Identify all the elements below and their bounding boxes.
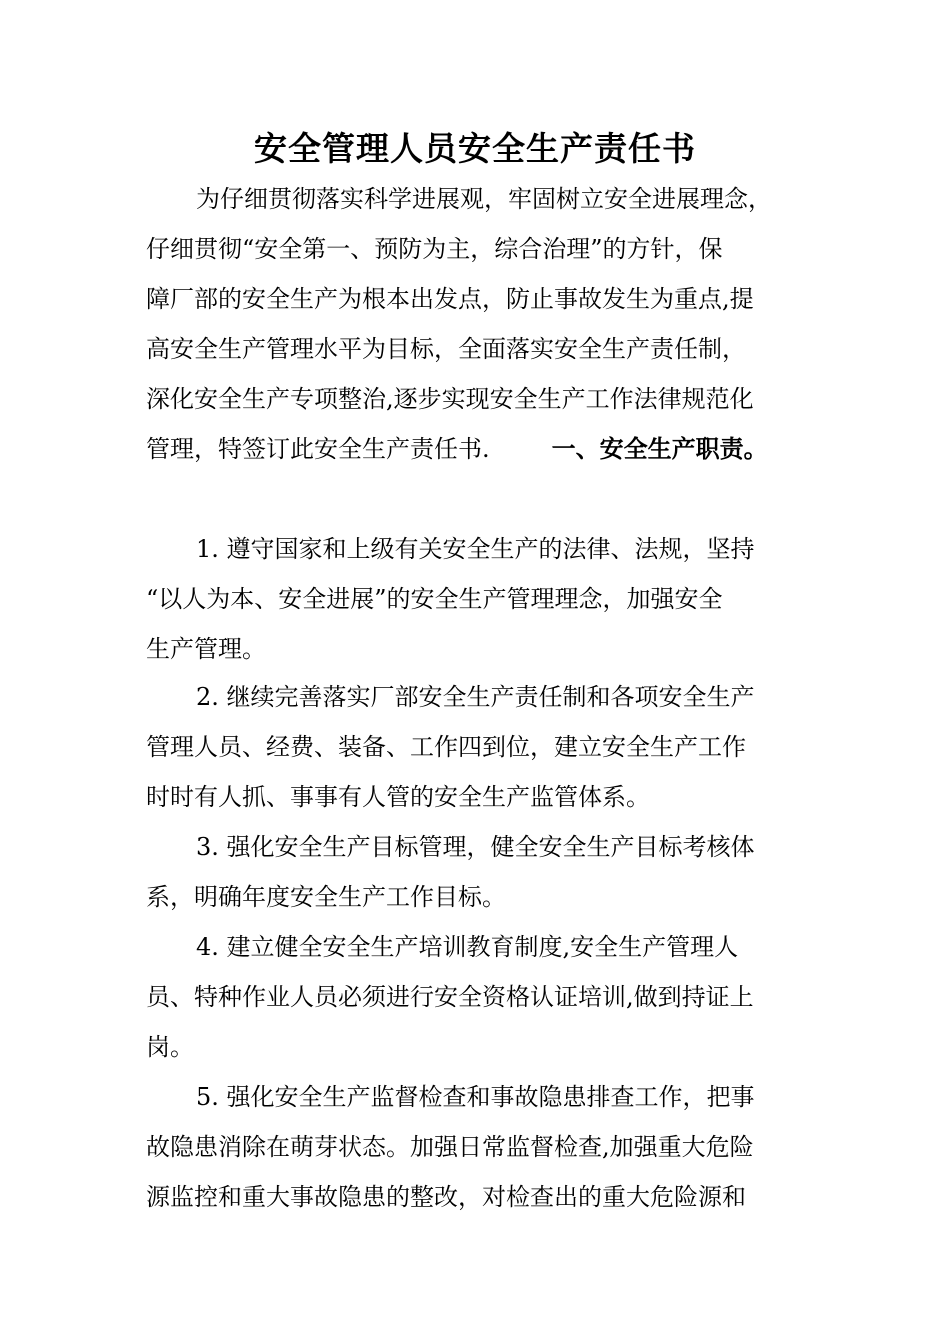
duty-item-2 — [146, 672, 826, 822]
duty-item-1 — [146, 524, 826, 674]
paragraph-line-with-heading — [146, 424, 826, 474]
item-line: 3. 强化安全生产目标管理，健全安全生产目标考核体 — [196, 833, 755, 861]
intro-paragraph — [146, 174, 826, 474]
item-line: 管理人员、经费、装备、工作四到位，建立安全生产工作 — [146, 733, 746, 761]
item-line: 生产管理。 — [146, 635, 266, 663]
item-line: 4. 建立健全安全生产培训教育制度,安全生产管理人 — [196, 933, 739, 961]
item-line: 时时有人抓、事事有人管的安全生产监管体系。 — [146, 783, 650, 811]
paragraph-line: 深化安全生产专项整治,逐步实现安全生产工作法律规范化 — [146, 385, 754, 413]
item-line: 2. 继续完善落实厂部安全生产责任制和各项安全生产 — [196, 683, 755, 711]
paragraph-line: 高安全生产管理水平为目标，全面落实安全生产责任制， — [146, 335, 746, 363]
paragraph-line: 障厂部的安全生产为根本出发点，防止事故发生为重点,提 — [146, 285, 754, 313]
paragraph-line: 仔细贯彻“安全第一、预防为主，综合治理”的方针，保 — [146, 235, 723, 263]
item-line: 源监控和重大事故隐患的整改，对检查出的重大危险源和 — [146, 1183, 746, 1211]
item-line: 员、特种作业人员必须进行安全资格认证培训,做到持证上 — [146, 983, 754, 1011]
paragraph-line: 为仔细贯彻落实科学进展观，牢固树立安全进展理念， — [196, 185, 772, 213]
duty-item-3 — [146, 822, 826, 922]
document-title: 安全管理人员安全生产责任书 — [254, 129, 696, 168]
item-line: 故隐患消除在萌芽状态。加强日常监督检查,加强重大危险 — [146, 1133, 754, 1161]
paragraph-line-text: 管理，特签订此安全生产责任书. — [146, 435, 490, 463]
section-heading: 一、安全生产职责。 — [551, 434, 768, 463]
item-line: 系，明确年度安全生产工作目标。 — [146, 883, 506, 911]
item-line: 岗。 — [146, 1033, 194, 1061]
item-line: 1. 遵守国家和上级有关安全生产的法律、法规，坚持 — [196, 535, 755, 563]
duty-item-4 — [146, 922, 826, 1072]
item-line: “以人为本、安全进展”的安全生产管理理念，加强安全 — [146, 585, 723, 613]
duty-item-5 — [146, 1072, 826, 1222]
item-line: 5. 强化安全生产监督检查和事故隐患排查工作，把事 — [196, 1083, 755, 1111]
